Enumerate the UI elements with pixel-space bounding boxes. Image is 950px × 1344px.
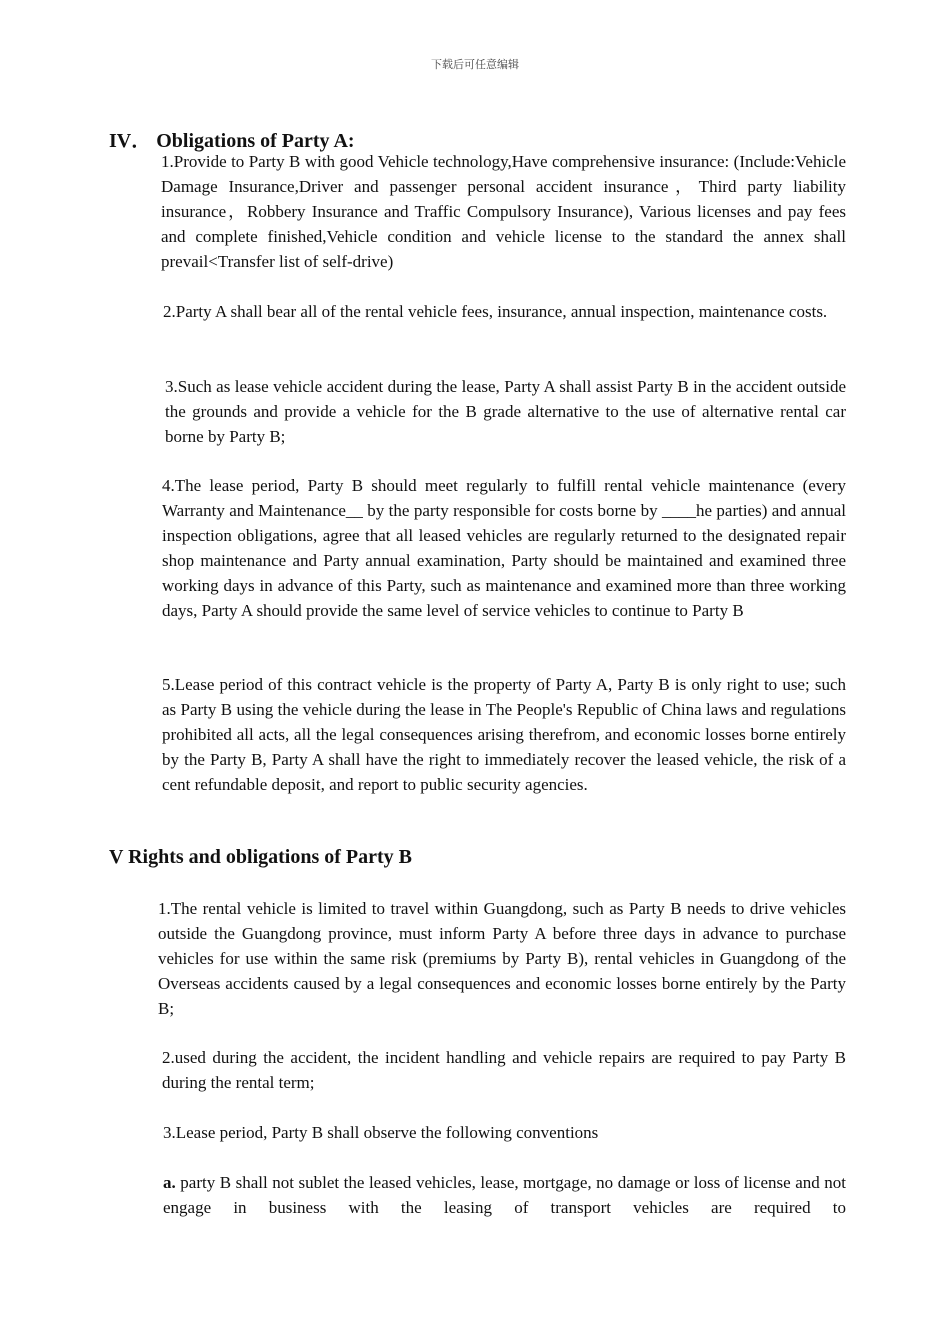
section-5-item-3: 3.Lease period, Party B shall observe the following conventions	[163, 1123, 599, 1142]
section-4-item-2: 2.Party A shall bear all of the rental vehicle fees, insurance, annual inspection, maintenance costs.	[163, 302, 828, 321]
section-4-item-3: 3.Such as lease vehicle accident during the lease, Party A shall assist Party B in the accident outside the grounds and provide a vehicle for the B grade alternative to the use of alternative rental car borne by Party B;	[165, 377, 846, 446]
section-5-item-1: 1.The rental vehicle is limited to travel within Guangdong, such as Party B needs to drive vehicles outside the Guangdong province, must inform Party A before three days in advance to purchase vehicles for use within the same risk (premiums by Party B), rental vehicles in Guangdong of the Overseas accidents caused by a legal consequences and economic losses borne entirely by the Party B;	[158, 899, 846, 1018]
subitem-a-text: party B shall not sublet the leased vehicles, lease, mortgage, no damage or loss of license and not engage in business with the leasing of transport vehicles are required to	[163, 1173, 846, 1217]
subitem-a-label: a.	[163, 1173, 176, 1192]
section-4-heading: IV． Obligations of Party A:	[109, 130, 355, 152]
section-5-item-2: 2.used during the accident, the incident handling and vehicle repairs are required to pay Party B during the rental term;	[162, 1048, 846, 1092]
section-5-subitem-a	[163, 1170, 846, 1220]
section-4-item-5: 5.Lease period of this contract vehicle is the property of Party A, Party B is only right to use; such as Party B using the vehicle during the lease in The People's Republic of China laws and regulations prohibited all acts, all the legal consequences arising therefrom, and economic losses borne entirely by the Party B, Party A shall have the right to immediately recover the leased vehicle, the risk of a cent refundable deposit, and report to public security agencies.	[162, 675, 846, 794]
page-header: 下载后可任意编辑	[431, 58, 519, 71]
section-5-heading: V Rights and obligations of Party B	[109, 846, 413, 868]
section-4-item-1: 1.Provide to Party B with good Vehicle technology,Have comprehensive insurance: (Include:Vehicle Damage Insurance,Driver and passenger personal accident insurance，Third party liability insurance，Robbery Insurance and Traffic Compulsory Insurance), Various licenses and pay fees and complete finished,Vehicle condition and vehicle license to the standard the annex shall prevail<Transfer list of self-drive)	[161, 152, 846, 271]
section-4-item-4: 4.The lease period, Party B should meet regularly to fulfill rental vehicle maintenance (every Warranty and Maintenance__ by the party responsible for costs borne by ____he parties) and annual inspection obligations, agree that all leased vehicles are regularly returned to the designated repair shop maintenance and Party annual examination, Party should be maintained and examined three working days in advance of this Party, such as maintenance and examined more than three working days, Party A should provide the same level of service vehicles to continue to Party B	[162, 476, 846, 620]
